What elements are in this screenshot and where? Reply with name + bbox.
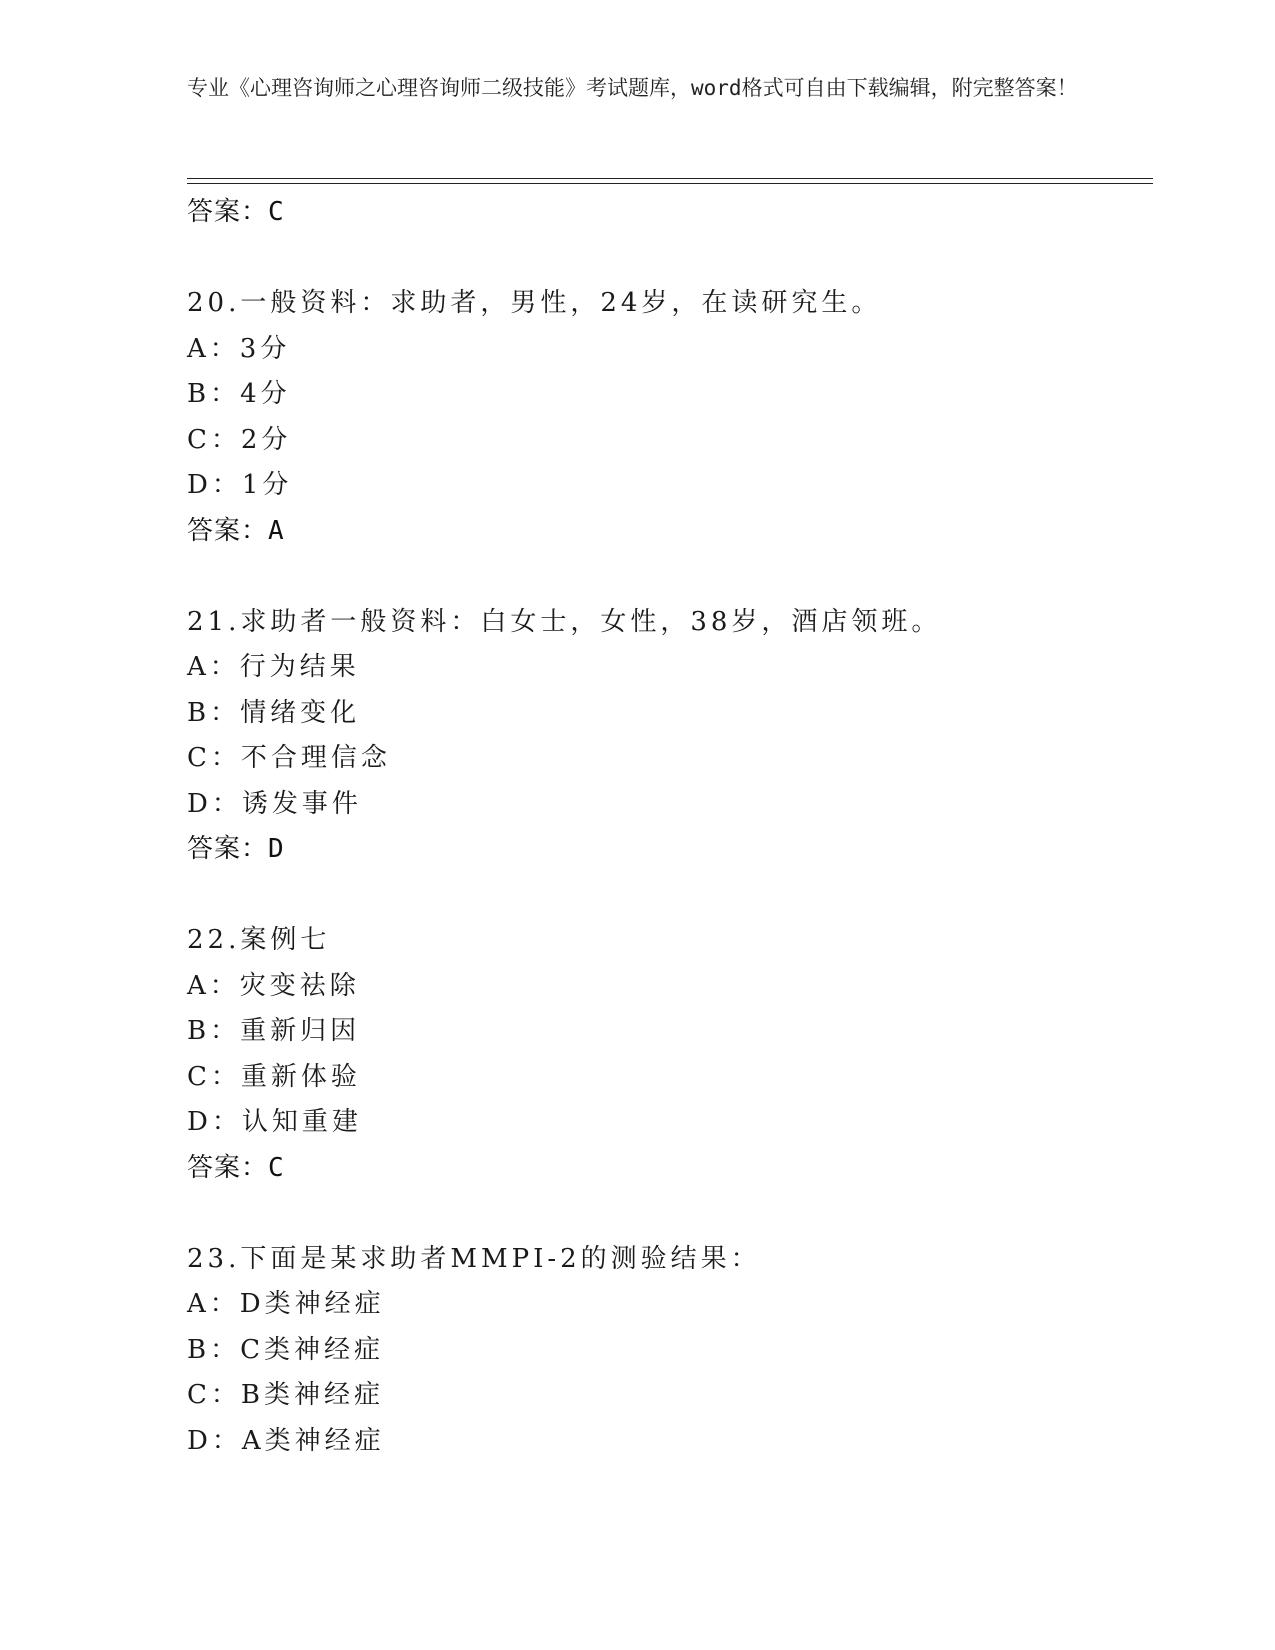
option-c: C：2分 <box>187 424 292 455</box>
question-item <box>187 918 1147 1191</box>
question-item <box>187 1237 1147 1465</box>
header-rule-bottom <box>187 183 1153 184</box>
option-c: C：B类神经症 <box>187 1380 385 1410</box>
option-d: D：认知重建 <box>187 1107 362 1137</box>
question-item <box>187 600 1147 873</box>
answer-line: 答案：C <box>187 1152 285 1183</box>
question-text: 22.案例七 <box>187 925 331 955</box>
option-a: A：D类神经症 <box>187 1289 385 1319</box>
question-text: 20.一般资料：求助者，男性，24岁，在读研究生。 <box>187 288 882 318</box>
option-d: D：A类神经症 <box>187 1425 385 1456</box>
question-text: 23.下面是某求助者MMPI-2的测验结果： <box>187 1243 761 1274</box>
option-c: C：不合理信念 <box>187 743 391 773</box>
option-c: C：重新体验 <box>187 1061 361 1092</box>
option-b: B：C类神经症 <box>187 1334 385 1365</box>
question-text: 21.求助者一般资料：白女士，女性，38岁，酒店领班。 <box>187 606 942 637</box>
option-b: B：情绪变化 <box>187 697 361 728</box>
option-a: A：灾变祛除 <box>187 970 360 1001</box>
option-b: B：重新归因 <box>187 1016 361 1046</box>
answer-line: 答案：A <box>187 515 285 546</box>
question-item <box>187 281 1147 554</box>
answer-line: 答案：C <box>187 197 285 227</box>
header-rule-top <box>187 178 1153 179</box>
document-header: 专业《心理咨询师之心理咨询师二级技能》考试题库，word格式可自由下载编辑，附完整答案！ <box>187 76 1078 100</box>
option-a: A：行为结果 <box>187 652 360 682</box>
question-list <box>187 190 1147 1464</box>
option-a: A：3分 <box>187 333 291 364</box>
option-d: D：诱发事件 <box>187 788 362 819</box>
option-b: B：4分 <box>187 379 291 409</box>
option-d: D：1分 <box>187 470 293 500</box>
answer-line: 答案：D <box>187 834 285 864</box>
